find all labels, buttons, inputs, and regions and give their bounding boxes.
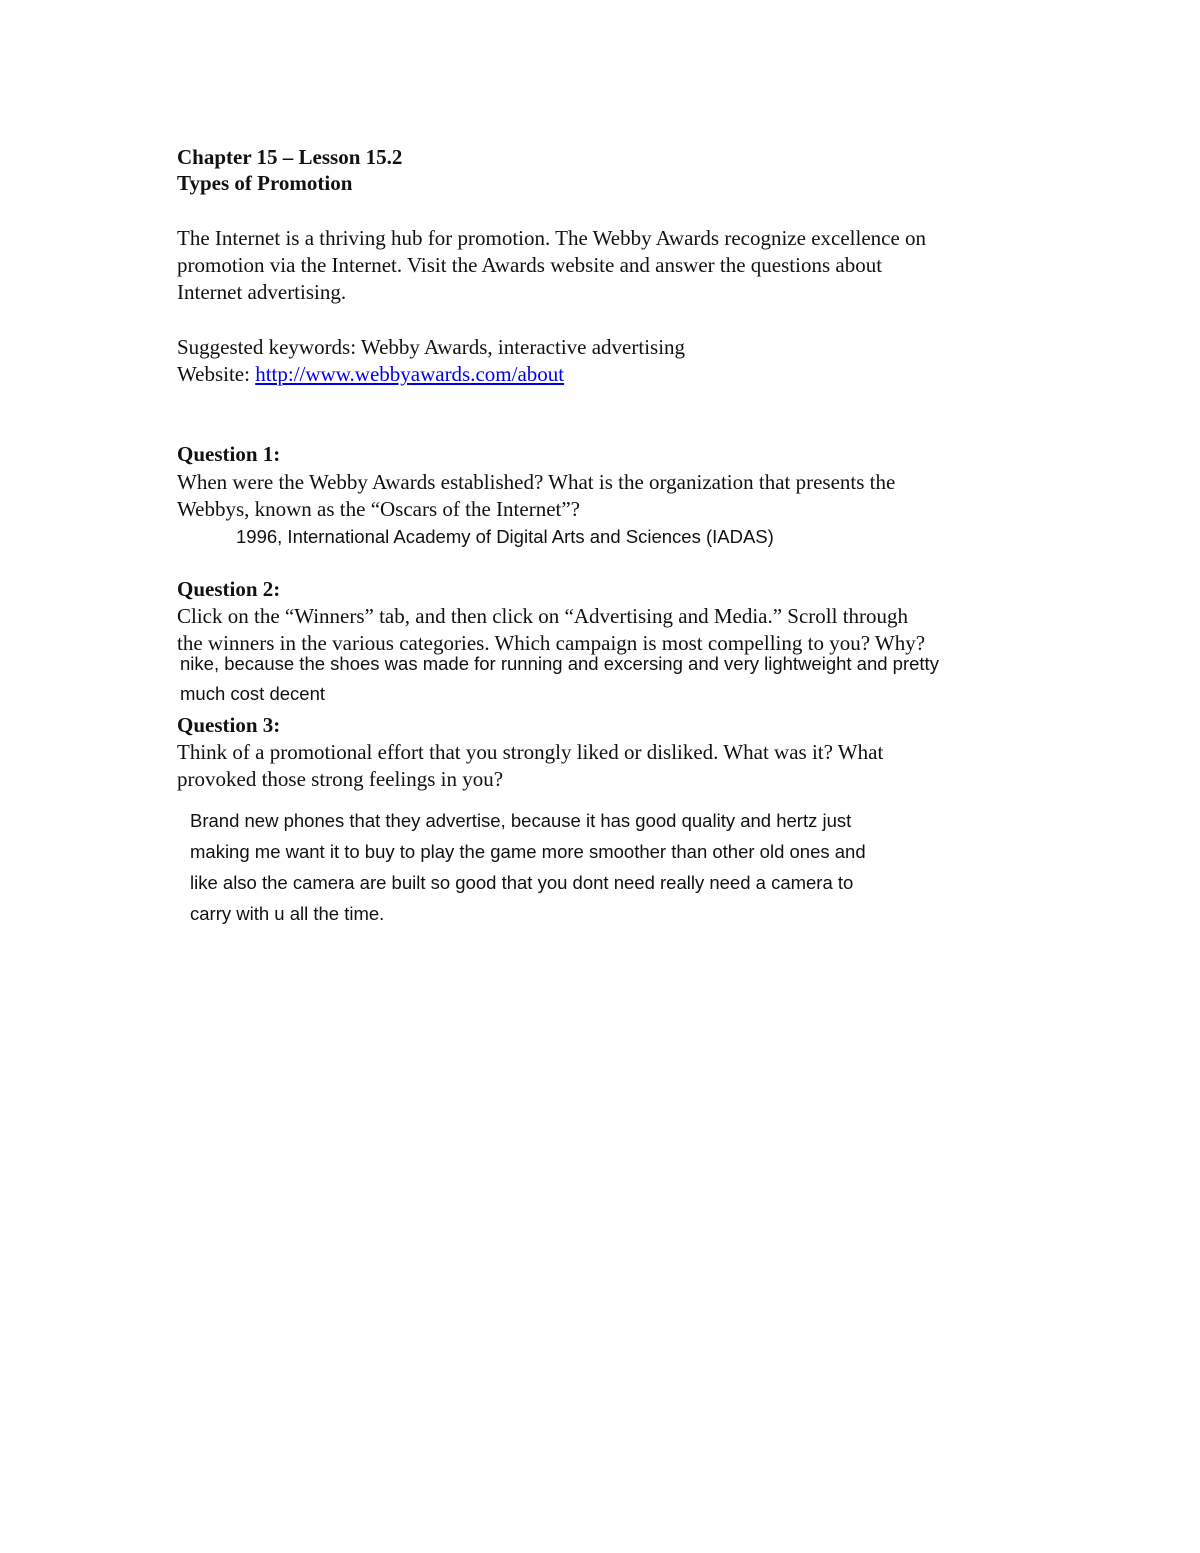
- question-2-answer: much cost decent: [180, 683, 325, 704]
- question-3-answer: making me want it to buy to play the game more smoother than other old ones and: [190, 841, 866, 862]
- question-3-text: provoked those strong feelings in you?: [177, 767, 504, 791]
- suggested-keywords: Suggested keywords: Webby Awards, interactive advertising: [177, 335, 686, 359]
- question-2-answer: nike, because the shoes was made for running and excersing and very lightweight and pretty: [180, 653, 939, 674]
- website-link[interactable]: http://www.webbyawards.com/about: [255, 362, 565, 386]
- question-1-text: Webbys, known as the “Oscars of the Internet”?: [177, 497, 580, 521]
- intro-line: The Internet is a thriving hub for promotion. The Webby Awards recognize excellence on: [177, 226, 927, 250]
- question-3-text: Think of a promotional effort that you strongly liked or disliked. What was it? What: [177, 740, 884, 764]
- intro-line: promotion via the Internet. Visit the Awards website and answer the questions about: [177, 253, 883, 277]
- question-3-answer: carry with u all the time.: [190, 903, 385, 924]
- question-1-answer: 1996, International Academy of Digital Arts and Sciences (IADAS): [236, 526, 774, 547]
- question-2-heading: Question 2:: [177, 577, 281, 601]
- question-3-answer: Brand new phones that they advertise, because it has good quality and hertz just: [190, 810, 852, 831]
- question-3-heading: Question 3:: [177, 713, 281, 737]
- question-2-text: Click on the “Winners” tab, and then click on “Advertising and Media.” Scroll through: [177, 604, 909, 628]
- question-2-text: the winners in the various categories. Which campaign is most compelling to you? Why?: [177, 631, 926, 655]
- website-label: Website:: [177, 362, 256, 386]
- website-line: [177, 362, 564, 387]
- intro-line: Internet advertising.: [177, 280, 347, 304]
- question-1-text: When were the Webby Awards established? What is the organization that presents the: [177, 470, 896, 494]
- lesson-subtitle: Types of Promotion: [177, 171, 353, 195]
- question-3-answer: like also the camera are built so good that you dont need really need a camera to: [190, 872, 854, 893]
- question-1-heading: Question 1:: [177, 442, 281, 466]
- chapter-title: Chapter 15 – Lesson 15.2: [177, 145, 403, 169]
